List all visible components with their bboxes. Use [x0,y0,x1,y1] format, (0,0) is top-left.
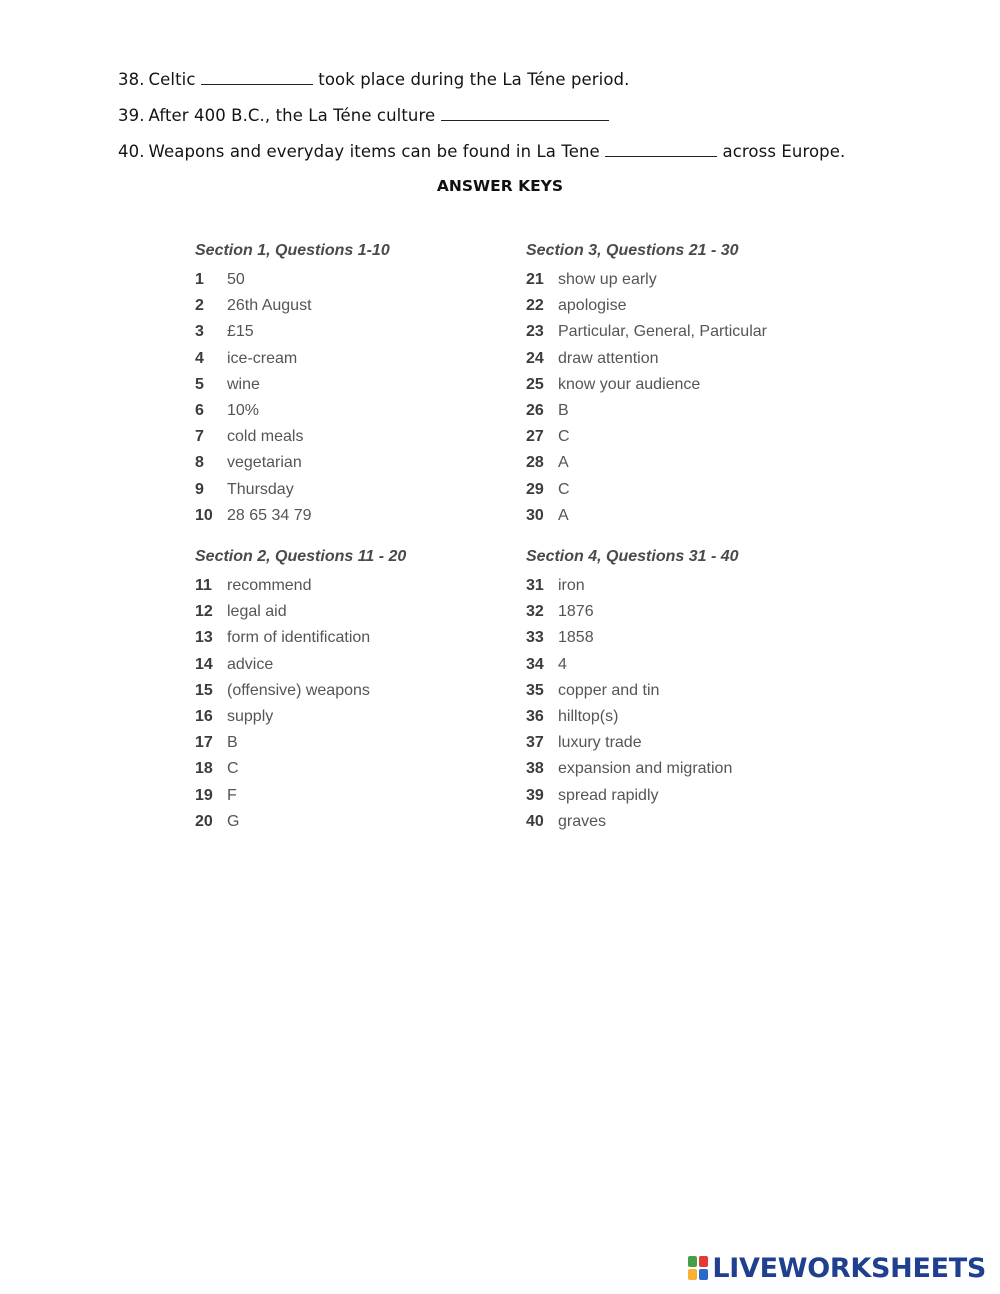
answer-blank[interactable] [441,106,609,121]
answer-item [195,424,312,450]
answer-text: £15 [227,323,254,341]
answer-number: 26 [526,401,544,419]
answer-item [195,573,370,599]
answer-number: 27 [526,428,544,446]
answer-item [526,809,732,835]
answer-item [195,293,312,319]
answer-item [526,652,732,678]
answer-item [526,319,767,345]
answer-number: 6 [195,401,204,419]
answer-number: 30 [526,506,544,524]
answer-text: Thursday [227,480,294,498]
answer-text: copper and tin [558,681,660,699]
answer-item [195,678,370,704]
answer-number: 35 [526,681,544,699]
answer-number: 5 [195,375,204,393]
answer-number: 29 [526,480,544,498]
answer-blank[interactable] [605,142,717,157]
answer-number: 24 [526,349,544,367]
answer-number: 3 [195,323,204,341]
answer-number: 2 [195,297,204,315]
answer-item [195,652,370,678]
answer-item [526,503,767,529]
answer-text: apologise [558,297,627,315]
answer-text: G [227,812,240,830]
answer-number: 39 [526,786,544,804]
answer-text: advice [227,655,274,673]
liveworksheets-logo-text: LIVEWORKSHEETS [712,1252,986,1284]
answer-number: 32 [526,603,544,621]
answer-number: 22 [526,297,544,315]
answer-item [195,450,312,476]
answer-item [195,503,312,529]
answer-item [195,398,312,424]
answer-text: 50 [227,271,245,288]
answer-number: 34 [526,655,544,673]
answer-item [195,730,370,756]
answer-item [526,398,767,424]
answer-text: form of identification [227,629,371,647]
answer-item [526,704,732,730]
answer-number: 14 [195,655,213,673]
question-number: 38. [118,70,145,89]
answer-keys-title: ANSWER KEYS [436,177,564,195]
answer-text: 4 [558,655,567,673]
answer-text: C [558,428,570,446]
answer-item [195,267,312,293]
question-39 [118,106,609,125]
answer-text: hilltop(s) [558,707,619,725]
answer-text: iron [558,577,585,594]
question-text-after: took place during the La Téne period. [318,70,630,89]
answer-item [195,477,312,503]
answer-text: C [227,760,239,778]
answer-text: show up early [558,271,657,288]
answer-number: 12 [195,603,213,621]
answer-text: 1858 [558,629,594,647]
answer-number: 1 [195,271,204,288]
answer-item [195,756,370,782]
answer-item [526,293,767,319]
answer-number: 38 [526,760,544,778]
answer-text: know your audience [558,375,701,393]
answer-text: draw attention [558,349,659,367]
answer-number: 15 [195,681,213,699]
answer-item [526,346,767,372]
answer-text: recommend [227,577,312,594]
answer-item [526,730,732,756]
answer-item [195,809,370,835]
section-1-answers [195,267,312,529]
answer-text: B [558,401,569,419]
answer-item [526,783,732,809]
question-text-after: across Europe. [722,142,846,161]
answer-item [195,372,312,398]
answer-number: 4 [195,349,204,367]
answer-text: ice-cream [227,349,298,367]
answer-text: cold meals [227,428,304,446]
answer-number: 11 [195,577,212,594]
answer-number: 20 [195,812,213,830]
section-3-heading: Section 3, Questions 21 - 30 [526,242,739,259]
answer-number: 23 [526,323,544,341]
section-2-heading: Section 2, Questions 11 - 20 [195,548,407,565]
section-3-answers [526,267,767,529]
answer-number: 17 [195,734,213,752]
answer-number: 7 [195,428,204,446]
answer-number: 33 [526,629,544,647]
question-number: 40. [118,142,145,161]
answer-text: A [558,454,569,472]
answer-number: 19 [195,786,213,804]
answer-text: (offensive) weapons [227,681,370,699]
answer-text: luxury trade [558,734,642,752]
answer-text: expansion and migration [558,760,733,778]
answer-text: supply [227,707,274,725]
answer-item [526,678,732,704]
section-4-answers [526,573,732,835]
answer-number: 10 [195,506,213,524]
answer-text: graves [558,812,607,830]
section-1-heading: Section 1, Questions 1-10 [195,242,390,259]
answer-item [195,783,370,809]
answer-text: 10% [227,401,260,419]
answer-number: 31 [526,577,544,594]
answer-item [526,267,767,293]
answer-text: F [227,786,237,804]
answer-item [195,625,370,651]
answer-number: 25 [526,375,544,393]
answer-item [195,599,370,625]
answer-number: 36 [526,707,544,725]
answer-number: 37 [526,734,544,752]
answer-number: 9 [195,480,204,498]
answer-item [526,424,767,450]
answer-item [526,372,767,398]
question-text-before: After 400 B.C., the La Téne culture [148,106,436,125]
question-38 [118,70,629,89]
answer-text: Particular, General, Particular [558,323,767,341]
section-4-heading: Section 4, Questions 31 - 40 [526,548,739,565]
answer-item [526,756,732,782]
answer-item [526,625,732,651]
answer-text: vegetarian [227,454,302,472]
answer-text: wine [227,375,260,393]
answer-text: legal aid [227,603,287,621]
answer-item [526,450,767,476]
answer-blank[interactable] [201,70,313,85]
answer-item [195,704,370,730]
question-text-before: Celtic [148,70,196,89]
answer-number: 18 [195,760,213,778]
answer-number: 28 [526,454,544,472]
answer-text: A [558,506,569,524]
answer-item [526,477,767,503]
answer-text: B [227,734,238,752]
answer-item [526,573,732,599]
liveworksheets-logo[interactable] [687,1252,986,1284]
answer-text: spread rapidly [558,786,659,804]
answer-text: 26th August [227,297,312,315]
answer-number: 21 [526,271,544,288]
answer-number: 8 [195,454,204,472]
liveworksheets-logo-icon [687,1255,709,1281]
answer-text: 28 65 34 79 [227,506,312,524]
answer-number: 16 [195,707,213,725]
answer-number: 40 [526,812,544,830]
answer-text: C [558,480,570,498]
question-text-before: Weapons and everyday items can be found in La Tene [148,142,600,161]
answer-item [195,319,312,345]
answer-item [195,346,312,372]
question-40 [118,142,845,161]
answer-text: 1876 [558,603,594,621]
answer-item [526,599,732,625]
section-2-answers [195,573,370,835]
answer-number: 13 [195,629,213,647]
question-number: 39. [118,106,145,125]
